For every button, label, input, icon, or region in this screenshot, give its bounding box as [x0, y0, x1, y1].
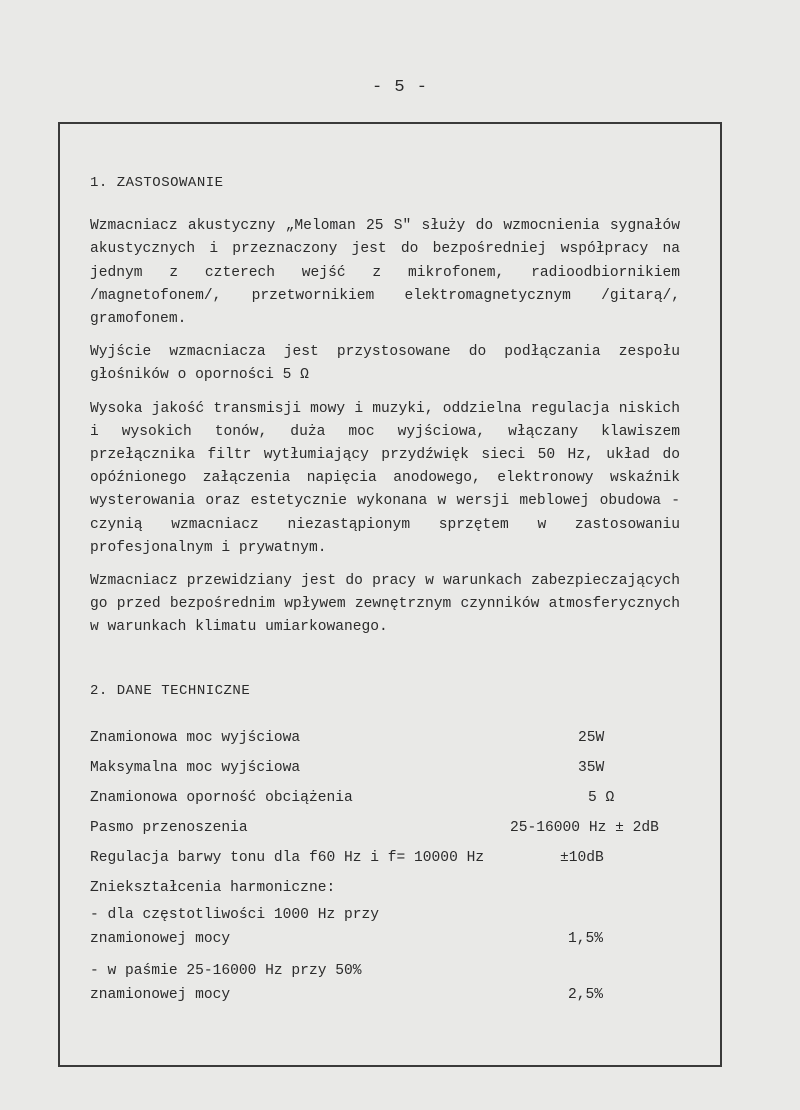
- spec-label: Zniekształcenia harmoniczne:: [90, 879, 336, 896]
- spec-row-max-power: [90, 753, 680, 783]
- spec-label: - w paśmie 25-16000 Hz przy 50% znamionowej mocy: [90, 962, 362, 1003]
- section-2-heading: 2. DANE TECHNICZNE: [90, 682, 251, 699]
- spec-label: Znamionowa oporność obciążenia: [90, 789, 353, 806]
- spec-value: 1,5%: [568, 930, 604, 947]
- paragraph-conditions: Wzmacniacz przewidziany jest do pracy w warunkach zabezpieczających go przed bezpośrednim wpływem zewnętrznym czynników atmosferycznych w warunkach klimatu umiarkowanego.: [90, 573, 680, 636]
- document-content: [90, 172, 680, 1015]
- spec-value: 25-16000 Hz ± 2dB: [510, 819, 659, 836]
- spec-row-distortion-1000hz: [90, 903, 680, 959]
- section-1-heading: 1. ZASTOSOWANIE: [90, 175, 224, 191]
- spec-label: Pasmo przenoszenia: [90, 819, 248, 836]
- spec-label: Maksymalna moc wyjściowa: [90, 759, 301, 776]
- spec-row-harmonic-distortion: [90, 873, 680, 903]
- spec-value: 5 Ω: [588, 789, 615, 806]
- spec-row-load-impedance: [90, 783, 680, 813]
- paragraph-features: Wysoka jakość transmisji mowy i muzyki, oddzielna regulacja niskich i wysokich tonów, duża moc wyjściowa, włączany klawiszem przełącznika filtr wytłumiający przydźwięk sieci 50 Hz, układ do opóźnionego załączenia napięcia anodowego, elektronowy wskaźnik wysterowania oraz estetycznie wykonana w wersji meblowej obudowa - czynią wzmacniacz niezastąpionym sprzętem w zastosowaniu profesjonalnym i prywatnym.: [90, 400, 680, 556]
- paragraph-output: Wyjście wzmacniacza jest przystosowane do podłączania zespołu głośników o oporności 5 Ω: [90, 344, 680, 384]
- spec-row-rated-power: [90, 723, 680, 753]
- spec-value: ±10dB: [560, 849, 604, 866]
- page-number: - 5 -: [371, 78, 428, 97]
- spec-row-tone-control: [90, 843, 680, 873]
- spec-value: 35W: [578, 759, 605, 776]
- spec-row-distortion-band: [90, 959, 680, 1015]
- spec-label: - dla częstotliwości 1000 Hz przy znamionowej mocy: [90, 906, 380, 947]
- spec-value: 25W: [578, 729, 605, 746]
- spec-label: Znamionowa moc wyjściowa: [90, 729, 301, 746]
- spec-value: 2,5%: [568, 986, 604, 1003]
- section-2: [90, 680, 680, 1015]
- paragraph-purpose: Wzmacniacz akustyczny „Meloman 25 S" służy do wzmocnienia sygnałów akustycznych i przeznaczony jest do bezpośredniej współpracy na jednym z czterech wejść z mikrofonem, radioodbiornikiem /magnetofonem/, przetwornikiem elektromagnetycznym /gitarą/, gramofonem.: [90, 218, 680, 328]
- spec-row-frequency-range: [90, 813, 680, 843]
- spec-label: Regulacja barwy tonu dla f60 Hz i f= 10000 Hz: [90, 849, 485, 866]
